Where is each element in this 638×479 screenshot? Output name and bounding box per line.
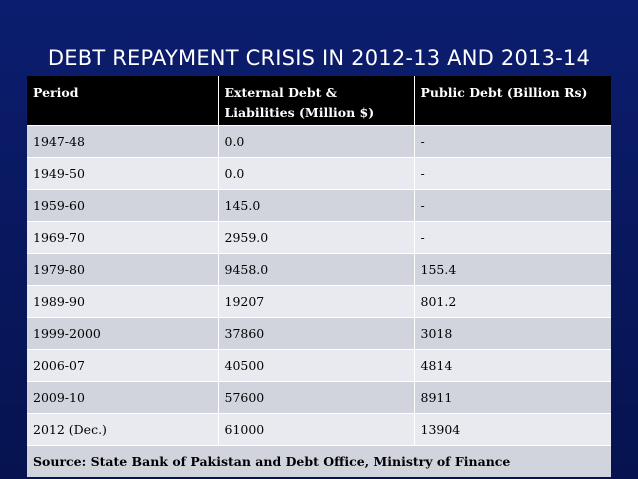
debt-table [27, 76, 611, 477]
table-row [27, 317, 611, 349]
slide-title: DEBT REPAYMENT CRISIS IN 2012-13 AND 2013-14 [47, 46, 591, 70]
table-row [27, 285, 611, 317]
cell-public-debt: - [414, 189, 611, 221]
cell-external-debt: 37860 [218, 317, 414, 349]
table-row [27, 413, 611, 445]
table-row [27, 125, 611, 157]
cell-period: 1947-48 [27, 125, 218, 157]
table-row [27, 221, 611, 253]
cell-public-debt: 155.4 [414, 253, 611, 285]
cell-public-debt: 3018 [414, 317, 611, 349]
source-row [27, 445, 611, 477]
table-row [27, 381, 611, 413]
table-row [27, 253, 611, 285]
cell-external-debt: 0.0 [218, 157, 414, 189]
cell-external-debt: 9458.0 [218, 253, 414, 285]
cell-external-debt: 57600 [218, 381, 414, 413]
table-row [27, 189, 611, 221]
source-note: Source: State Bank of Pakistan and Debt Office, Ministry of Finance [27, 445, 611, 477]
cell-period: 2006-07 [27, 349, 218, 381]
cell-period: 1989-90 [27, 285, 218, 317]
cell-public-debt: - [414, 221, 611, 253]
cell-period: 1979-80 [27, 253, 218, 285]
cell-public-debt: 8911 [414, 381, 611, 413]
cell-public-debt: 801.2 [414, 285, 611, 317]
table-row [27, 157, 611, 189]
cell-external-debt: 145.0 [218, 189, 414, 221]
header-external-debt: External Debt & Liabilities (Million $) [218, 76, 414, 125]
cell-public-debt: 4814 [414, 349, 611, 381]
table-header-row [27, 76, 611, 125]
cell-period: 2012 (Dec.) [27, 413, 218, 445]
cell-public-debt: 13904 [414, 413, 611, 445]
cell-period: 2009-10 [27, 381, 218, 413]
cell-external-debt: 2959.0 [218, 221, 414, 253]
table-row [27, 349, 611, 381]
cell-public-debt: - [414, 125, 611, 157]
cell-external-debt: 40500 [218, 349, 414, 381]
cell-period: 1999-2000 [27, 317, 218, 349]
cell-period: 1949-50 [27, 157, 218, 189]
cell-period: 1959-60 [27, 189, 218, 221]
cell-public-debt: - [414, 157, 611, 189]
cell-external-debt: 0.0 [218, 125, 414, 157]
header-public-debt: Public Debt (Billion Rs) [414, 76, 611, 125]
header-period: Period [27, 76, 218, 125]
cell-external-debt: 19207 [218, 285, 414, 317]
cell-external-debt: 61000 [218, 413, 414, 445]
cell-period: 1969-70 [27, 221, 218, 253]
